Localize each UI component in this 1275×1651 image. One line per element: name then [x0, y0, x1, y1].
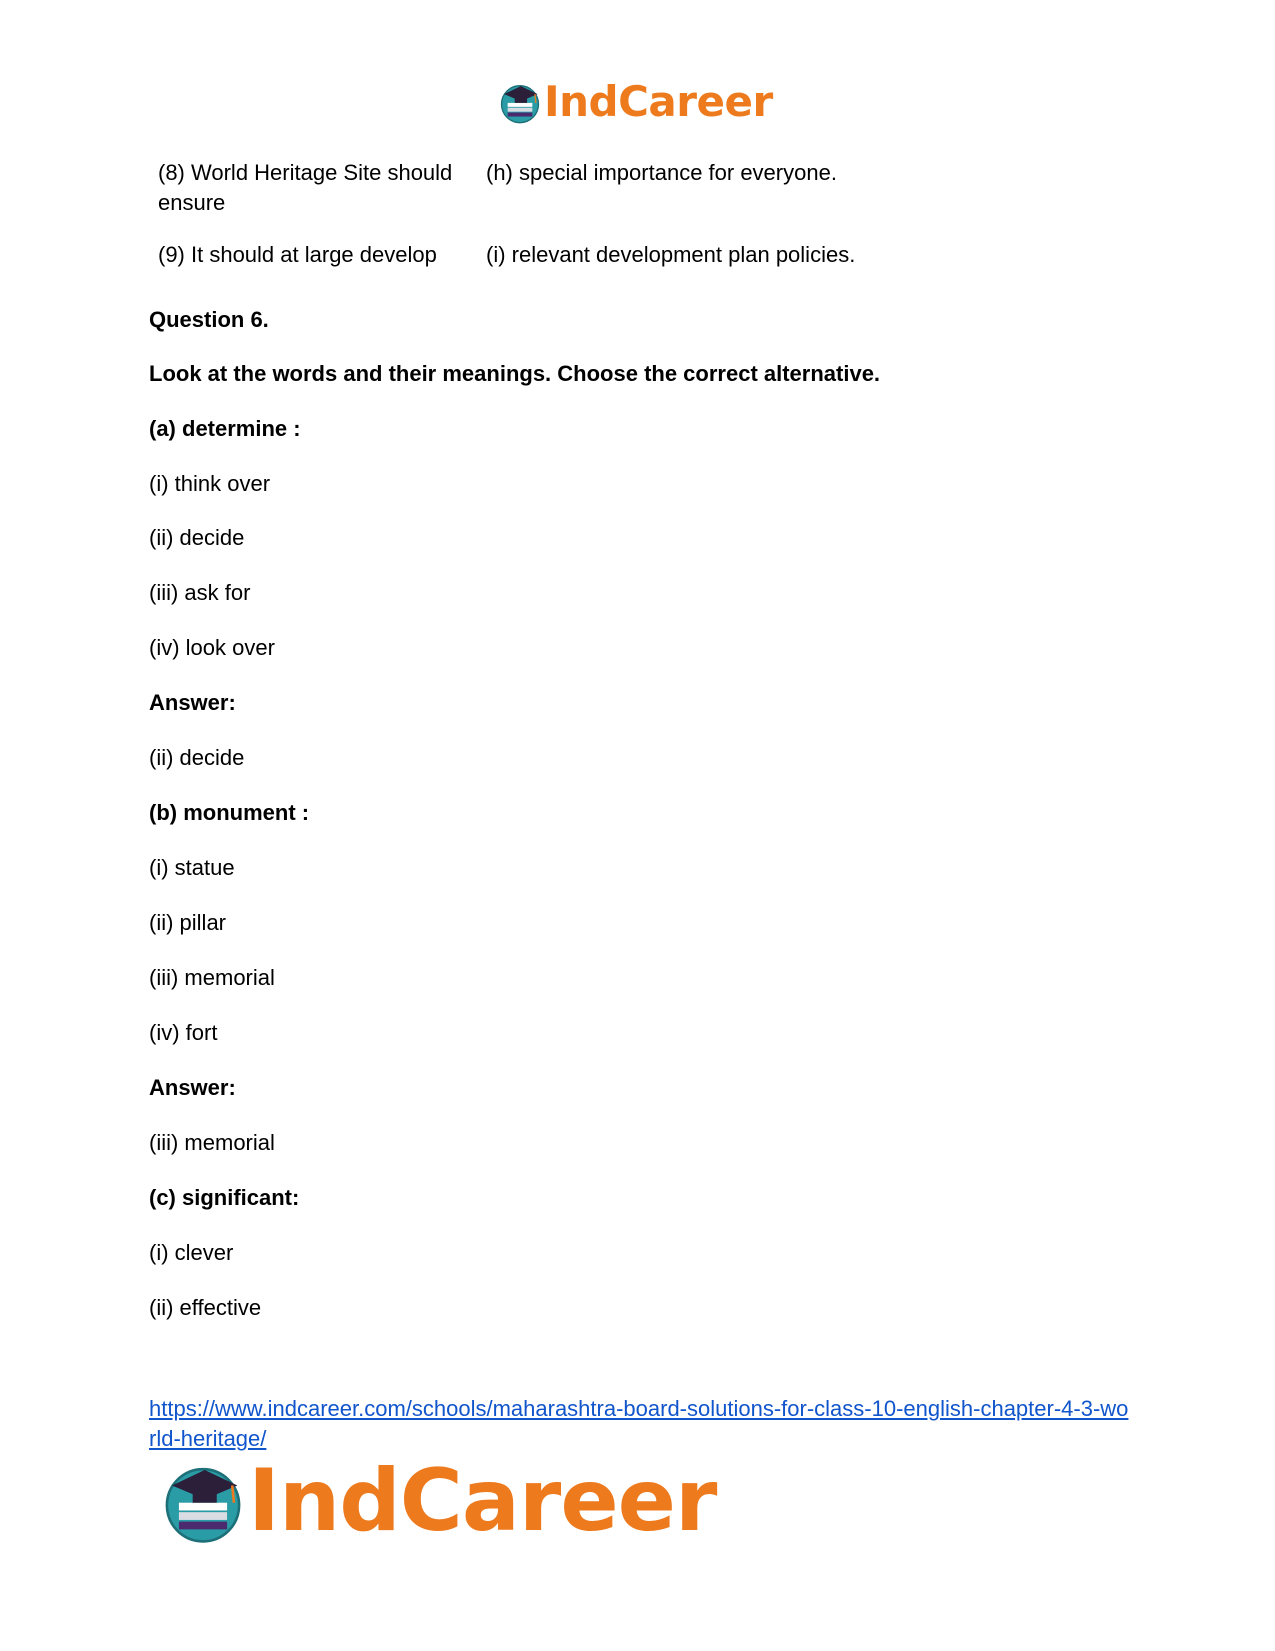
logo-wordmark: IndCareer [248, 1451, 717, 1551]
option-item: (iv) look over [149, 635, 275, 660]
option-item: (ii) pillar [149, 910, 226, 935]
option-item: (ii) effective [149, 1295, 262, 1320]
table-row [158, 240, 906, 270]
table-cell-right: (i) relevant development plan policies. [486, 242, 856, 267]
answer-label: Answer: [149, 1075, 236, 1100]
question-instruction: Look at the words and their meanings. Choose the correct alternative. [149, 361, 881, 386]
table-cell-left: (8) World Heritage Site should ensure [158, 160, 453, 215]
option-item: (i) think over [149, 471, 271, 496]
option-item: (iii) ask for [149, 580, 251, 605]
match-table [158, 158, 906, 292]
header-logo [498, 77, 773, 126]
answer-text: (ii) decide [149, 745, 245, 770]
graduation-globe-icon [160, 1458, 246, 1544]
part-a-heading: (a) determine : [149, 416, 301, 441]
answer-label: Answer: [149, 690, 236, 715]
table-cell-right: (h) special importance for everyone. [486, 160, 837, 185]
table-cell-left: (9) It should at large develop [158, 242, 437, 267]
part-c-heading: (c) significant: [149, 1185, 300, 1210]
option-item: (iv) fort [149, 1020, 218, 1045]
logo-wordmark: IndCareer [544, 77, 773, 126]
option-item: (ii) decide [149, 525, 245, 550]
part-b-heading: (b) monument : [149, 800, 310, 825]
option-item: (i) statue [149, 855, 235, 880]
source-link[interactable]: https://www.indcareer.com/schools/maharashtra-board-solutions-for-class-10-english-chapter-4-3-world-heritage/ [149, 1396, 1129, 1451]
option-item: (iii) memorial [149, 965, 275, 990]
answer-text: (iii) memorial [149, 1130, 275, 1155]
table-row [158, 158, 906, 218]
question-title: Question 6. [149, 307, 269, 332]
graduation-globe-icon [498, 80, 542, 124]
option-item: (i) clever [149, 1240, 234, 1265]
footer-logo [160, 1451, 717, 1551]
